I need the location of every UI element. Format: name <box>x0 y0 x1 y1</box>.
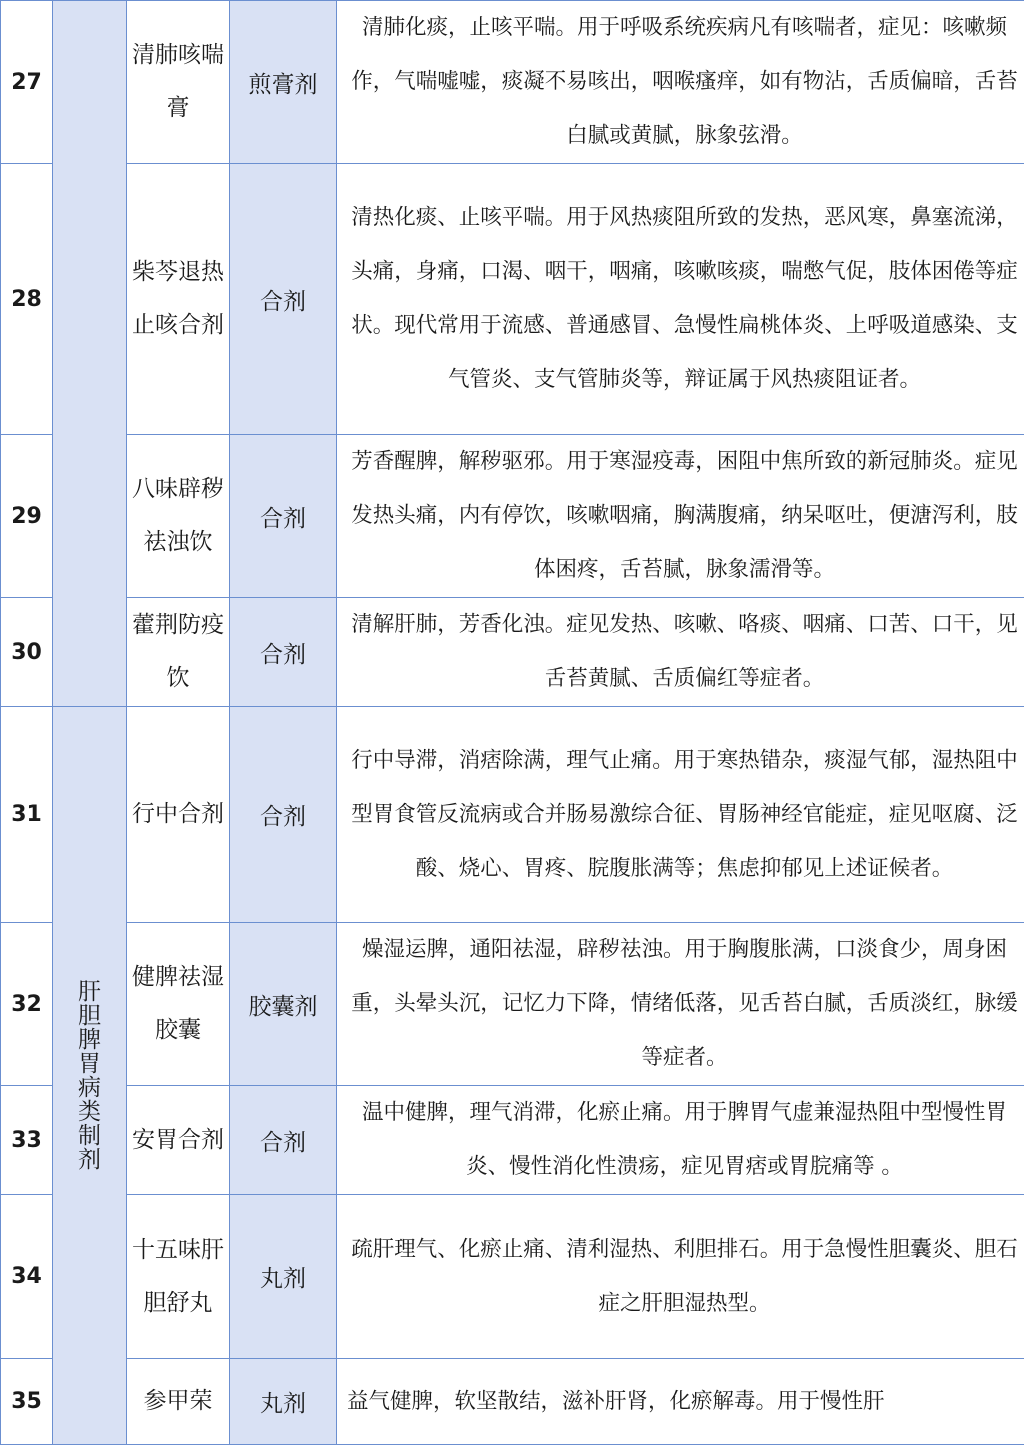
medicine-name: 安胃合剂 <box>127 1086 230 1195</box>
indication-text: 芳香醒脾，解秽驱邪。用于寒湿疫毒，困阻中焦所致的新冠肺炎。症见发热头痛，内有停饮，咳嗽咽痛，胸满腹痛，纳呆呕吐，便溏泻利，肢体困疼，舌苔腻，脉象濡滑等。 <box>337 435 1024 598</box>
row-number: 28 <box>1 164 53 435</box>
medicine-name: 十五味肝胆舒丸 <box>127 1195 230 1359</box>
dosage-form: 合剂 <box>230 435 337 598</box>
row-number: 30 <box>1 598 53 707</box>
medicine-name: 清肺咳喘膏 <box>127 1 230 164</box>
table-row <box>1 1 1024 164</box>
table-row <box>1 1359 1024 1445</box>
row-number: 33 <box>1 1086 53 1195</box>
table-row <box>1 1195 1024 1359</box>
medicine-name: 八味辟秽祛浊饮 <box>127 435 230 598</box>
medicine-name: 健脾祛湿胶囊 <box>127 923 230 1086</box>
dosage-form: 胶囊剂 <box>230 923 337 1086</box>
category-label: 肝胆脾胃病类制剂 <box>78 978 101 1173</box>
medicine-name: 参甲荣 <box>127 1359 230 1445</box>
dosage-form: 煎膏剂 <box>230 1 337 164</box>
dosage-form: 合剂 <box>230 164 337 435</box>
medicine-name: 行中合剂 <box>127 707 230 923</box>
table-row <box>1 1086 1024 1195</box>
row-number: 32 <box>1 923 53 1086</box>
table-row <box>1 598 1024 707</box>
indication-text: 益气健脾，软坚散结，滋补肝肾，化瘀解毒。用于慢性肝 <box>337 1359 1024 1445</box>
dosage-form: 丸剂 <box>230 1195 337 1359</box>
table-row <box>1 923 1024 1086</box>
indication-text: 疏肝理气、化瘀止痛、清利湿热、利胆排石。用于急慢性胆囊炎、胆石症之肝胆湿热型。 <box>337 1195 1024 1359</box>
indication-text: 清肺化痰，止咳平喘。用于呼吸系统疾病凡有咳喘者，症见：咳嗽频作，气喘嘘嘘，痰凝不易咳出，咽喉瘙痒，如有物沾，舌质偏暗，舌苔白腻或黄腻，脉象弦滑。 <box>337 1 1024 164</box>
table-row <box>1 164 1024 435</box>
indication-text: 清热化痰、止咳平喘。用于风热痰阻所致的发热，恶风寒，鼻塞流涕，头痛，身痛，口渴、咽干，咽痛，咳嗽咳痰，喘憋气促，肢体困倦等症状。现代常用于流感、普通感冒、急慢性扁桃体炎、上呼吸道感染、支气管炎、支气管肺炎等，辩证属于风热痰阻证者。 <box>337 164 1024 435</box>
dosage-form: 合剂 <box>230 598 337 707</box>
category-cell-blank <box>53 1 127 707</box>
row-number: 27 <box>1 1 53 164</box>
table-row <box>1 707 1024 923</box>
medicine-name: 柴芩退热止咳合剂 <box>127 164 230 435</box>
indication-text: 温中健脾，理气消滞，化瘀止痛。用于脾胃气虚兼湿热阻中型慢性胃炎、慢性消化性溃疡，症见胃痞或胃脘痛等 。 <box>337 1086 1024 1195</box>
dosage-form: 合剂 <box>230 1086 337 1195</box>
medicine-name: 藿荆防疫饮 <box>127 598 230 707</box>
row-number: 31 <box>1 707 53 923</box>
row-number: 34 <box>1 1195 53 1359</box>
row-number: 29 <box>1 435 53 598</box>
indication-text: 清解肝肺，芳香化浊。症见发热、咳嗽、咯痰、咽痛、口苦、口干，见舌苔黄腻、舌质偏红等症者。 <box>337 598 1024 707</box>
row-number: 35 <box>1 1359 53 1445</box>
dosage-form: 合剂 <box>230 707 337 923</box>
indication-text: 燥湿运脾，通阳祛湿，辟秽祛浊。用于胸腹胀满，口淡食少，周身困重，头晕头沉，记忆力下降，情绪低落，见舌苔白腻，舌质淡红，脉缓等症者。 <box>337 923 1024 1086</box>
category-cell <box>53 707 127 1445</box>
indication-text: 行中导滞，消痞除满，理气止痛。用于寒热错杂，痰湿气郁，湿热阻中型胃食管反流病或合并肠易激综合征、胃肠神经官能症，症见呕腐、泛酸、烧心、胃疼、脘腹胀满等；焦虑抑郁见上述证候者。 <box>337 707 1024 923</box>
table-row <box>1 435 1024 598</box>
dosage-form: 丸剂 <box>230 1359 337 1445</box>
